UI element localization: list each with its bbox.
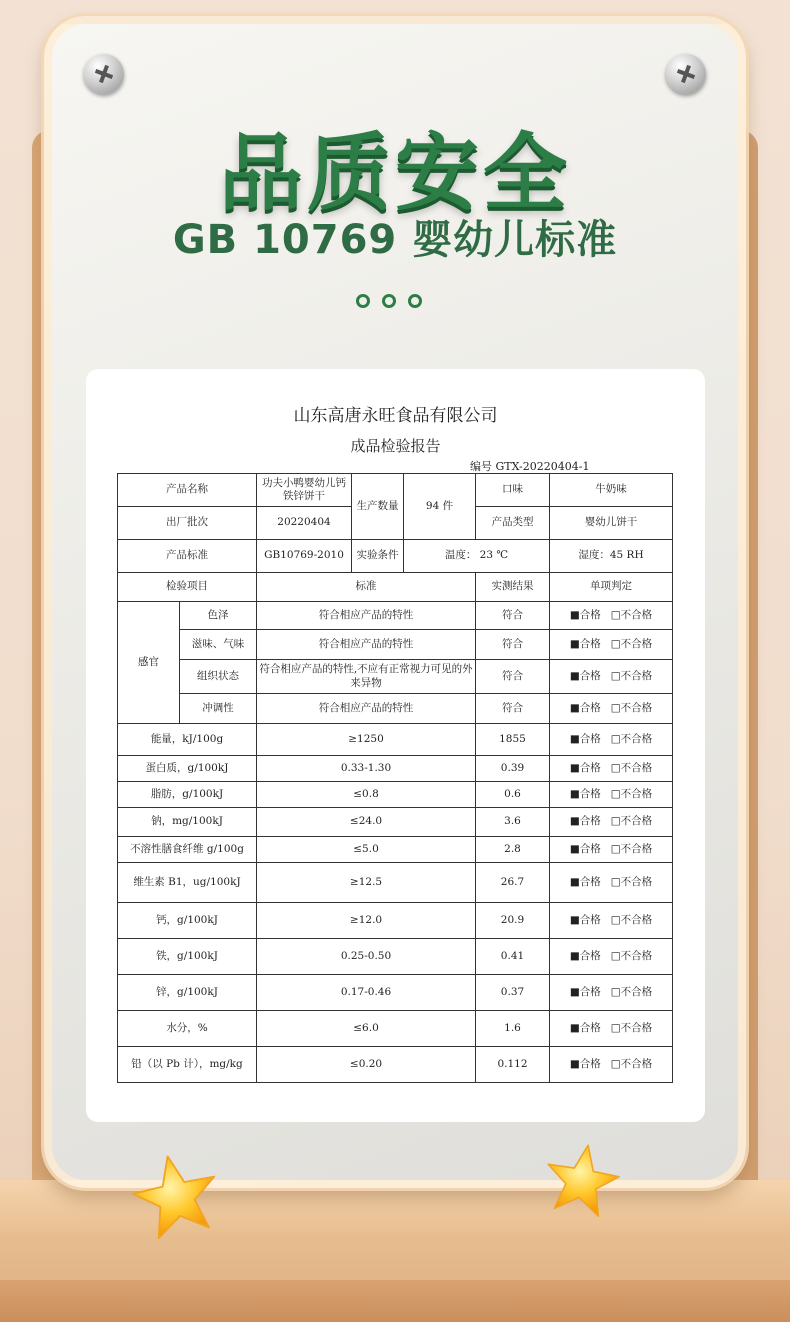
decorative-dots [356,294,422,308]
pass-checkbox: ■合格 [569,608,601,621]
item-judgement [550,903,673,939]
item-judgement [550,694,673,724]
item-judgement [550,660,673,694]
item-result: 26.7 [476,863,550,903]
dot-icon [382,294,396,308]
test-rows [118,724,673,1083]
pass-checkbox: ■合格 [569,913,601,926]
humidity-value: 湿度：45 RH [550,540,673,573]
item-result: 0.41 [476,939,550,975]
table-row [118,630,673,660]
item-result: 符合 [476,694,550,724]
item-standard: ≤0.20 [257,1047,476,1083]
pass-checkbox: ■合格 [569,875,601,888]
fail-checkbox: □不合格 [610,815,653,828]
sensory-rows [118,602,673,724]
item-name: 滋味、气味 [180,630,257,660]
item-result: 符合 [476,602,550,630]
item-result: 0.6 [476,782,550,808]
pass-checkbox: ■合格 [569,669,601,682]
page-subtitle: GB 10769 婴幼儿标准 [172,217,618,263]
pass-checkbox: ■合格 [569,949,601,962]
standard-label: 产品标准 [118,540,257,573]
item-standard: 符合相应产品的特性 [257,694,476,724]
item-name: 钠，mg/100kJ [118,808,257,837]
fail-checkbox: □不合格 [610,949,653,962]
quantity-value: 94 件 [404,474,476,540]
item-result: 2.8 [476,837,550,863]
type-label: 产品类型 [476,507,550,540]
item-standard: ≥1250 [257,724,476,756]
pass-checkbox: ■合格 [569,985,601,998]
item-judgement [550,863,673,903]
item-name: 水分，% [118,1011,257,1047]
item-judgement [550,630,673,660]
table-header-row [118,573,673,602]
item-judgement [550,756,673,782]
flavor-label: 口味 [476,474,550,507]
pass-checkbox: ■合格 [569,1057,601,1070]
item-result: 0.37 [476,975,550,1011]
table-row [118,540,673,573]
item-name: 冲调性 [180,694,257,724]
table-row [118,808,673,837]
item-name: 铁，g/100kJ [118,939,257,975]
fail-checkbox: □不合格 [610,701,653,714]
product-name-value: 功夫小鸭婴幼儿钙铁锌饼干 [257,474,352,507]
table-row [118,756,673,782]
header-item: 检验项目 [118,573,257,602]
item-result: 符合 [476,630,550,660]
pass-checkbox: ■合格 [569,787,601,800]
pass-checkbox: ■合格 [569,842,601,855]
item-result: 0.112 [476,1047,550,1083]
item-name: 锌，g/100kJ [118,975,257,1011]
inspection-report [86,369,705,1122]
batch-label: 出厂批次 [118,507,257,540]
table-row [118,1011,673,1047]
fail-checkbox: □不合格 [610,669,653,682]
table-row [118,939,673,975]
item-standard: ≥12.0 [257,903,476,939]
item-name: 蛋白质，g/100kJ [118,756,257,782]
table-row [118,837,673,863]
pass-checkbox: ■合格 [569,701,601,714]
item-standard: 符合相应产品的特性,不应有正常视力可见的外来异物 [257,660,476,694]
pass-checkbox: ■合格 [569,637,601,650]
item-standard: 0.17-0.46 [257,975,476,1011]
item-result: 20.9 [476,903,550,939]
fail-checkbox: □不合格 [610,913,653,926]
table-row [118,1047,673,1083]
table-row [118,660,673,694]
item-judgement [550,975,673,1011]
item-standard: 符合相应产品的特性 [257,630,476,660]
condition-label: 实验条件 [352,540,404,573]
report-title: 成品检验报告 [350,437,441,455]
item-name: 组织状态 [180,660,257,694]
fail-checkbox: □不合格 [610,608,653,621]
table-row [118,602,673,630]
item-judgement [550,808,673,837]
fail-checkbox: □不合格 [610,875,653,888]
table-row [118,863,673,903]
product-name-label: 产品名称 [118,474,257,507]
item-name: 维生素 B1，ug/100kJ [118,863,257,903]
fail-checkbox: □不合格 [610,842,653,855]
item-judgement [550,602,673,630]
fail-checkbox: □不合格 [610,1057,653,1070]
type-value: 婴幼儿饼干 [550,507,673,540]
item-result: 0.39 [476,756,550,782]
sensory-label: 感官 [118,602,180,724]
item-standard: 0.25-0.50 [257,939,476,975]
fail-checkbox: □不合格 [610,787,653,800]
batch-value: 20220404 [257,507,352,540]
item-result: 1.6 [476,1011,550,1047]
item-result: 1855 [476,724,550,756]
item-result: 符合 [476,660,550,694]
screw-icon [84,54,124,94]
company-name: 山东高唐永旺食品有限公司 [293,406,498,426]
table-row [118,474,673,507]
item-judgement [550,939,673,975]
item-judgement [550,1047,673,1083]
item-judgement [550,1011,673,1047]
pass-checkbox: ■合格 [569,815,601,828]
item-standard: ≤6.0 [257,1011,476,1047]
fail-checkbox: □不合格 [610,732,653,745]
table-row [118,975,673,1011]
item-standard: 符合相应产品的特性 [257,602,476,630]
report-serial: 编号 GTX-20220404-1 [470,460,590,473]
fail-checkbox: □不合格 [610,761,653,774]
fail-checkbox: □不合格 [610,1021,653,1034]
table-row [118,724,673,756]
screw-icon [666,54,706,94]
quantity-label: 生产数量 [352,474,404,540]
item-standard: ≤0.8 [257,782,476,808]
pass-checkbox: ■合格 [569,1021,601,1034]
star-icon [542,1140,622,1220]
temperature-value: 温度： 23 ℃ [404,540,550,573]
item-name: 色泽 [180,602,257,630]
item-name: 不溶性膳食纤维 g/100g [118,837,257,863]
table-row [118,903,673,939]
table-row [118,782,673,808]
header-judgement: 单项判定 [550,573,673,602]
fail-checkbox: □不合格 [610,637,653,650]
item-name: 脂肪，g/100kJ [118,782,257,808]
dot-icon [356,294,370,308]
item-judgement [550,837,673,863]
standard-value: GB10769-2010 [257,540,352,573]
star-icon [130,1150,222,1242]
item-standard: ≤5.0 [257,837,476,863]
fail-checkbox: □不合格 [610,985,653,998]
flavor-value: 牛奶味 [550,474,673,507]
item-standard: ≥12.5 [257,863,476,903]
item-standard: 0.33-1.30 [257,756,476,782]
item-judgement [550,724,673,756]
pass-checkbox: ■合格 [569,732,601,745]
item-result: 3.6 [476,808,550,837]
header-standard: 标准 [257,573,476,602]
dot-icon [408,294,422,308]
shelf-edge [0,1280,790,1322]
page-title: 品质安全 [218,124,571,222]
item-name: 铅（以 Pb 计），mg/kg [118,1047,257,1083]
header-result: 实测结果 [476,573,550,602]
report-table [117,473,673,1083]
table-row [118,694,673,724]
item-standard: ≤24.0 [257,808,476,837]
pass-checkbox: ■合格 [569,761,601,774]
item-judgement [550,782,673,808]
item-name: 能量，kJ/100g [118,724,257,756]
item-name: 钙，g/100kJ [118,903,257,939]
